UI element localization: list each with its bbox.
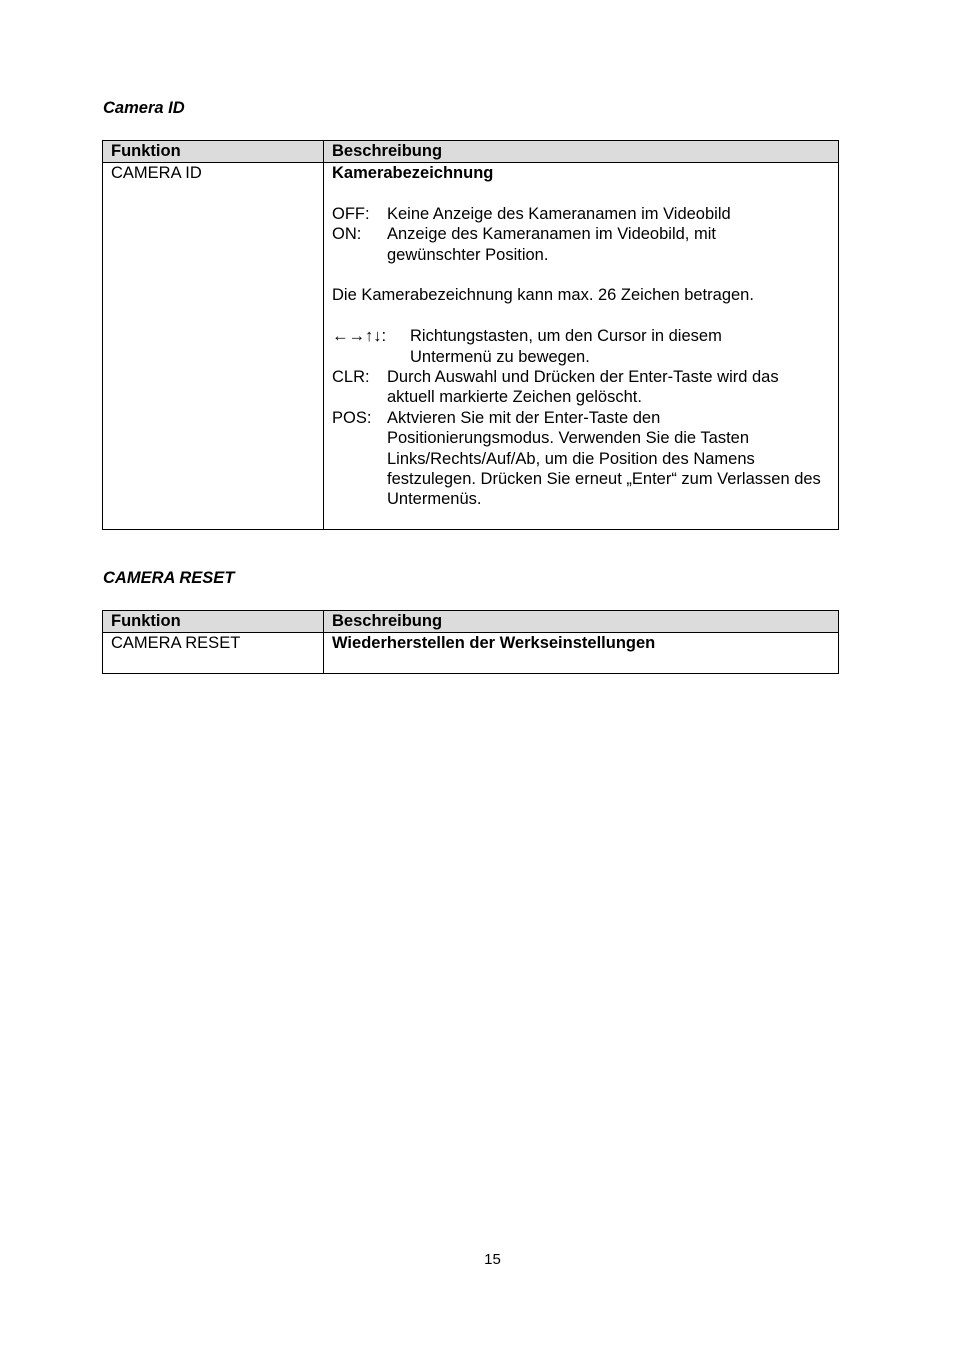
header-funktion: Funktion xyxy=(103,611,324,633)
table-row xyxy=(103,633,839,674)
table-header-row xyxy=(103,611,839,633)
option-key: POS: xyxy=(332,408,372,427)
camera-reset-table xyxy=(102,610,839,674)
table-header-row xyxy=(103,141,839,163)
description-cell xyxy=(324,633,839,674)
option-off xyxy=(332,204,830,224)
page-number: 15 xyxy=(484,1251,501,1268)
option-text: Durch Auswahl und Drücken der Enter-Taste wird das aktuell markierte Zeichen gelöscht. xyxy=(387,368,779,407)
length-note: Die Kamerabezeichnung kann max. 26 Zeichen betragen. xyxy=(332,286,754,305)
option-text: Aktvieren Sie mit der Enter-Taste den Positionierungsmodus. Verwenden Sie die Tasten Links/Rechts/Auf/Ab, um die Position des Namens festzulegen. Drücken Sie erneut „Enter“ zum Verlassen des Untermenüs. xyxy=(387,408,821,509)
option-key: ON: xyxy=(332,225,362,244)
description-cell xyxy=(324,163,839,530)
header-beschreibung: Beschreibung xyxy=(324,141,839,163)
option-text: Richtungstasten, um den Cursor in diesem Untermenü zu bewegen. xyxy=(410,327,722,366)
function-cell: CAMERA RESET xyxy=(103,633,324,674)
option-key: CLR: xyxy=(332,368,370,387)
description-heading: Wiederherstellen der Werkseinstellungen xyxy=(332,634,656,652)
header-funktion: Funktion xyxy=(103,141,324,163)
description-heading: Kamerabezeichnung xyxy=(332,164,494,182)
option-pos xyxy=(332,408,830,510)
section-title-camera-reset: CAMERA RESET xyxy=(103,569,235,587)
option-text: Keine Anzeige des Kameranamen im Videobild xyxy=(387,204,731,223)
option-arrows xyxy=(332,326,830,367)
option-clr xyxy=(332,367,830,408)
option-key: OFF: xyxy=(332,204,370,223)
header-beschreibung: Beschreibung xyxy=(324,611,839,633)
function-cell: CAMERA ID xyxy=(103,163,324,530)
option-on xyxy=(332,224,830,265)
arrow-keys: ←→↑↓: xyxy=(332,327,387,346)
option-text: Anzeige des Kameranamen im Videobild, mit gewünschter Position. xyxy=(387,225,716,264)
camera-id-table xyxy=(102,140,839,530)
table-row xyxy=(103,163,839,530)
section-title-camera-id: Camera ID xyxy=(103,99,185,117)
